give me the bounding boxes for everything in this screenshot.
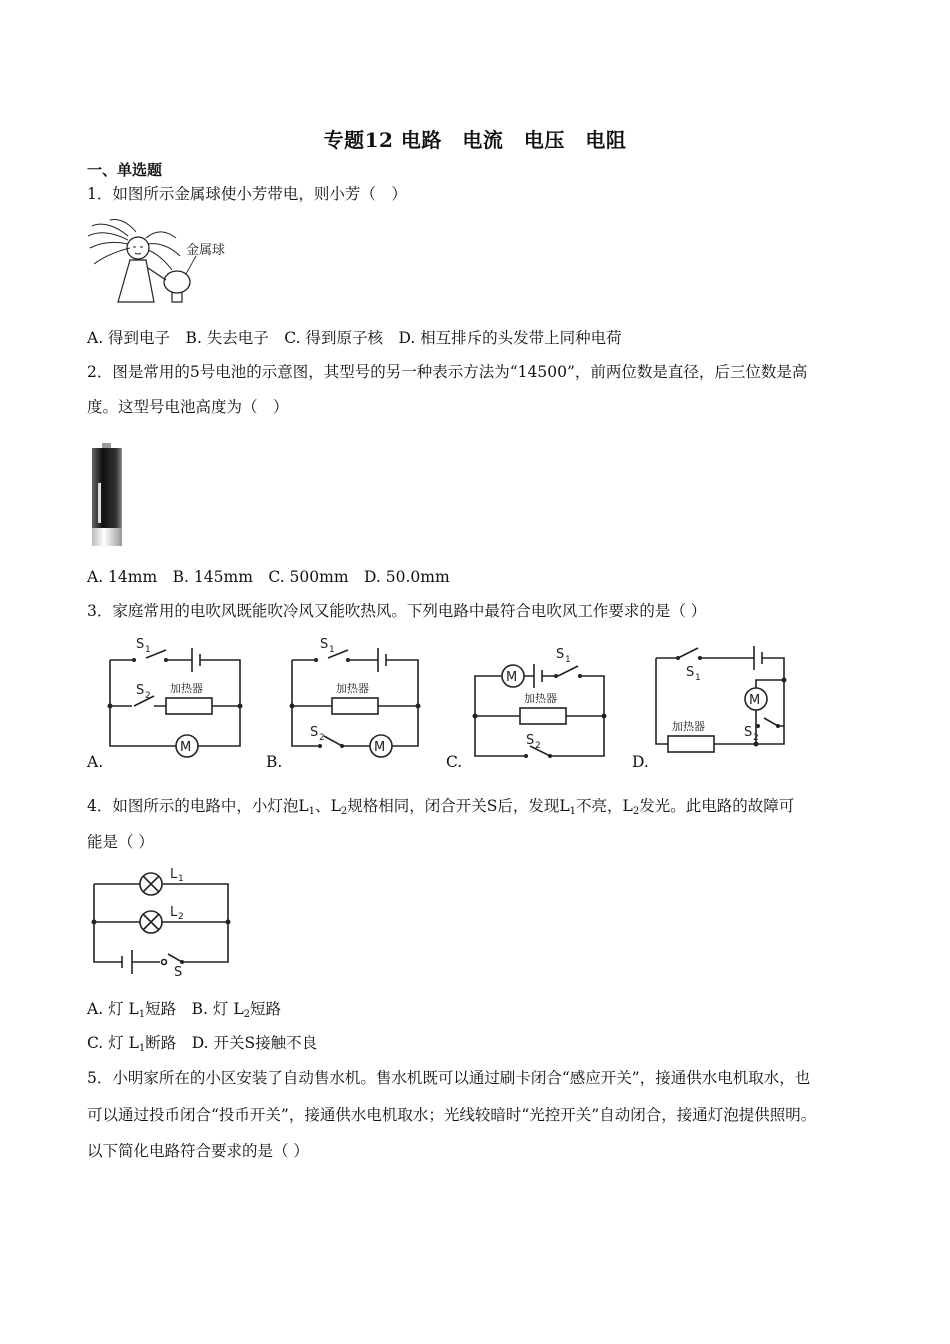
- q3-circuit-c: [470, 640, 610, 760]
- q5-stem-3: 以下简化电路符合要求的是（ ）: [87, 1142, 309, 1160]
- q4-options-cd: C. 灯 $L_1$断路 D. 开关S接触不良: [87, 1034, 318, 1054]
- q2-options: A. 14mm B. 145mm C. 500mm D. 50.0mm: [87, 568, 450, 586]
- q3-option-a[interactable]: A.: [87, 753, 104, 771]
- svg-text:1: 1: [178, 874, 184, 884]
- page-title: 专题12 电路 电流 电压 电阻: [323, 128, 627, 152]
- q3d-motor: M: [749, 693, 761, 708]
- q3c-heater: 加热器: [524, 692, 557, 705]
- q2-stem-2: 度。这型号电池高度为（ ）: [87, 398, 289, 416]
- q1-options: A. 得到电子 B. 失去电子 C. 得到原子核 D. 相互排斥的头发带上同种电荷: [87, 329, 622, 347]
- q3-circuit-b: [288, 636, 428, 756]
- q3a-heater: 加热器: [170, 682, 203, 695]
- q3b-heater: 加热器: [336, 682, 369, 695]
- svg-text:1: 1: [145, 645, 151, 655]
- q4-stem-2: 能是（ ）: [87, 833, 154, 851]
- q3a-s2: S: [136, 683, 145, 698]
- svg-text:2: 2: [145, 691, 151, 701]
- q3c-s1: S: [556, 647, 565, 662]
- q4-l1-label: L: [170, 867, 178, 882]
- q4-stem-1: 4．如图所示的电路中，小灯泡$L_1$、$L_2$规格相同，闭合开关S后，发现$L_1$不亮，$L_2$发光。此电路的故障可: [87, 797, 795, 817]
- svg-text:2: 2: [753, 733, 759, 743]
- q3d-s1: S: [686, 665, 695, 680]
- q3d-heater: 加热器: [672, 720, 705, 733]
- q3-option-b[interactable]: B.: [266, 753, 283, 771]
- q3a-motor: M: [180, 740, 192, 755]
- section-heading: 一、单选题: [87, 161, 163, 179]
- q2-battery-figure: [90, 443, 124, 548]
- svg-text:1: 1: [329, 645, 335, 655]
- q3c-motor: M: [506, 670, 518, 685]
- q3-option-d[interactable]: D.: [632, 753, 649, 771]
- svg-text:2: 2: [319, 733, 325, 743]
- q3d-s2: S: [744, 725, 753, 740]
- q3b-motor: M: [374, 740, 386, 755]
- q3-stem: 3．家庭常用的电吹风既能吹冷风又能吹热风。下列电路中最符合电吹风工作要求的是（ ）: [87, 602, 707, 620]
- q2-stem-1: 2．图是常用的5号电池的示意图，其型号的另一种表示方法为“14500”，前两位数是直径，后三位数是高: [87, 363, 808, 381]
- q5-stem-1: 5．小明家所在的小区安装了自动售水机。售水机既可以通过刷卡闭合“感应开关”，接通供水电机取水，也: [87, 1069, 811, 1087]
- q4-switch-label: S: [174, 965, 183, 980]
- svg-text:1: 1: [565, 655, 571, 665]
- q4-l2-label: L: [170, 905, 178, 920]
- q5-stem-2: 可以通过投币闭合“投币开关”，接通供水电机取水；光线较暗时“光控开关”自动闭合，接通灯泡提供照明。: [87, 1106, 817, 1124]
- q1-stem: 1．如图所示金属球使小芳带电，则小芳（ ）: [87, 185, 407, 203]
- q3c-s2: S: [526, 733, 535, 748]
- q4-options-ab: A. 灯 $L_1$短路 B. 灯 $L_2$短路: [87, 1000, 282, 1020]
- q3a-s1: S: [136, 637, 145, 652]
- q1-ball-label: 金属球: [186, 243, 226, 258]
- q3-option-c[interactable]: C.: [446, 753, 463, 771]
- q3-circuit-a: [104, 636, 244, 756]
- svg-text:2: 2: [535, 741, 541, 751]
- svg-text:2: 2: [178, 912, 184, 922]
- q3b-s2: S: [310, 725, 319, 740]
- svg-text:1: 1: [695, 673, 701, 683]
- q3b-s1: S: [320, 637, 329, 652]
- q1-figure: [88, 218, 248, 308]
- q4-circuit-figure: [92, 866, 237, 978]
- q3-circuit-d: [654, 640, 794, 760]
